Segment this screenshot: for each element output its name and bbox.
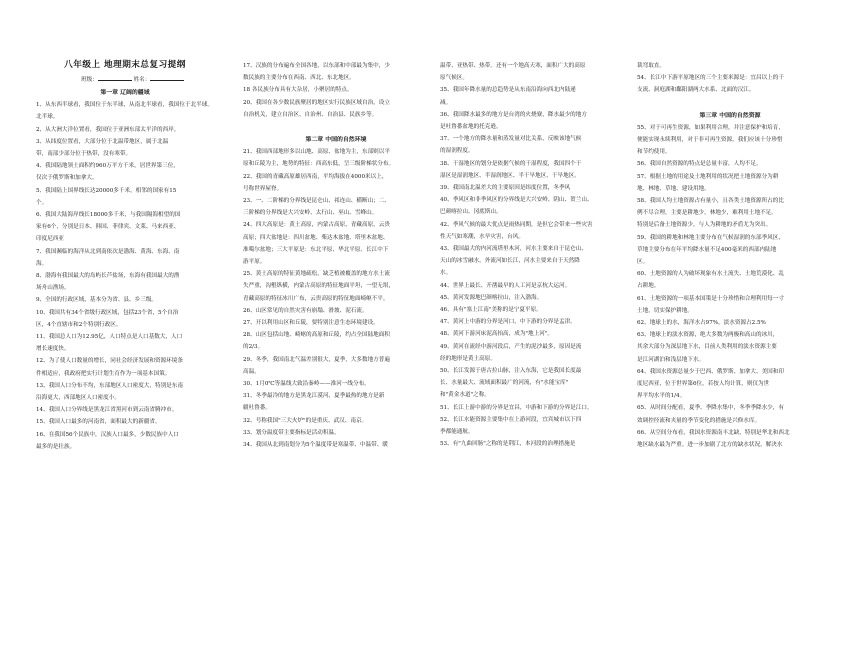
outline-line: 15、我国人口最多的河南省，面积最大的新疆省。 — [36, 419, 161, 426]
outline-line: 北半球。 — [36, 114, 59, 121]
outline-line: 青藏高原的特征冰川广布，云贵高原的特征地面崎岖不平。 — [243, 295, 389, 302]
outline-line: 14、我国人口分界线是黑龙江省黑河市到云南省腾冲市。 — [36, 407, 178, 414]
outline-line: 性天气如寒潮，水旱灾害，台风。 — [440, 233, 524, 240]
outline-line: 的2/3。 — [243, 344, 264, 351]
outline-line: 最多的是壮族。 — [36, 443, 76, 450]
outline-line: 原和丘陵为主，地势的特征：西高东低，呈三级阶梯状分布。 — [243, 161, 395, 168]
outline-line: 沿海更大，西部地区人口密度小。 — [36, 395, 120, 402]
class-name-row — [36, 74, 214, 86]
outline-line: 35、我国年降水量的总趋势是从东南沿海向西北内陆递 — [440, 87, 576, 94]
outline-line: 号称世界屋脊。 — [243, 185, 283, 192]
outline-line: 46、具有"塞上江南"美称的是宁夏平原。 — [440, 307, 542, 314]
outline-line: 16、在我国56个民族中，汉族人口最多，少数民族中人口 — [36, 431, 179, 438]
outline-line: 的湿润程度。 — [440, 148, 474, 155]
outline-line: 是江河湖泊和浅层地下水。 — [637, 356, 705, 363]
outline-line: 50、长江发源于唐古拉山脉，注入东海，它是我国长度最 — [440, 368, 582, 375]
outline-line: 34、我国从北到南划分为5个温度带是寒温带、中温带、暖 — [243, 442, 388, 449]
outline-line: 57、根据土地的用途及土地利用的状况把土地资源分为耕 — [637, 173, 779, 180]
outline-line: 场舟山渔场。 — [36, 285, 70, 292]
outline-line: 22、我国的青藏高原雄居西南，平均海拔在4000米以上， — [243, 173, 388, 180]
column-4 — [637, 60, 823, 657]
outline-line: 59、我国的耕地和林地主要分布在气候湿润的东部季风区， — [637, 234, 784, 241]
outline-line: 带，南部少部分位于热带，没有寒带。 — [36, 151, 132, 158]
outline-line: 37、一个地方的降水量和蒸发量对比关系，反映该地气候 — [440, 136, 582, 143]
outline-line: 便能实现永续利用，对于非可再生资源，我们应该十分珍惜 — [637, 137, 783, 144]
outline-line: 游平原。 — [243, 259, 266, 266]
outline-line: 家有6个，分别是日本、韩国、菲律宾、文莱、马来西亚、 — [36, 224, 180, 231]
outline-line: 是吐鲁番盆地的托克逊。 — [440, 124, 502, 131]
outline-line: 65、从时间分配看，夏季、季降水集中，冬季季降水少，有 — [637, 405, 784, 412]
outline-line: 24、四大高原是：黄土高原，内蒙古高原，青藏高原，云贵 — [243, 222, 390, 229]
outline-line: 26、山区常见的自然灾害有崩塌、滑坡、泥石流。 — [243, 307, 368, 314]
outline-line: 60、土地资源的人为破坏现象有水土流失、土地荒漠化、乱 — [637, 271, 784, 278]
outline-line: 数民族的主要分布在西南、西北、东北地区。 — [243, 75, 355, 82]
outline-line: 2、从大洲大洋位置看，我国位于亚洲东部太平洋的西岸。 — [36, 126, 180, 133]
outline-line: 32、号称我国"三大火炉"的是重庆、武汉、南京。 — [243, 417, 368, 424]
outline-line: 12、为了使人口数量的增长，同社会经济发展和资源环境条 — [36, 358, 183, 365]
outline-line: 56、我国自然资源的特点是总量丰富，人均不足。 — [637, 161, 762, 168]
outline-line: 27、开以利用山区和丘陵，要特别注意生态环境建设。 — [243, 320, 379, 327]
outline-line: 58、我国人均土地资源占有量小，且各类土地资源所占的比 — [637, 198, 784, 205]
outline-line: 例不尽合理，主要是耕地少，林地少，难利用土地不足。 — [637, 210, 777, 217]
outline-line: 54、长江中下游平原地区的三个主要米源是：宜昌以上的干 — [637, 75, 784, 82]
outline-line: 6、我国大陆海岸线长18000多千米，与我国隔海相望的国 — [36, 212, 181, 219]
outline-line: 29、冬季，我国南北气温差别很大，夏季，大多数地方普遍 — [243, 356, 390, 363]
outline-line: 25、黄土高原的特征黄地疏松，缺乏植被覆盖的地方水土流 — [243, 271, 390, 278]
outline-line — [637, 97, 823, 109]
outline-line: 66、从空间分布看，我国水资源南丰北缺，特别是华北和西北 — [637, 429, 790, 436]
outline-line: 31、冬季最冷的地方是黑龙江漠河，夏季最热的地方是新 — [243, 393, 385, 400]
outline-line: 63、地球上的淡水资源，绝大多数为两极和高山的冰川， — [637, 332, 779, 339]
outline-line: 水。 — [440, 270, 452, 277]
outline-line: 裁弯取直。 — [637, 63, 665, 69]
outline-line: 原气候区。 — [440, 75, 468, 82]
outline-line: 7、我国濒临的海洋从北到南依次是渤海、黄海、东海、南 — [36, 248, 180, 255]
outline-line: 自治机关，建立自治区、自治州、自治县、民族乡等。 — [243, 111, 378, 118]
outline-line: 占耕地。 — [637, 283, 660, 290]
outline-line: 其余大部分为深层地下水，目前人类利用的淡水资源主要 — [637, 344, 777, 351]
outline-line: 失严重，沟壑纵横，内蒙古高原的特征地面平坦，一望无垠， — [243, 283, 395, 290]
outline-line: 40、季风区和非季风区的分界线是大兴安岭、阴山、贺兰山、 — [440, 197, 593, 204]
outline-line: 界平均水平的1/4。 — [637, 393, 686, 400]
outline-line: 11、我国总人口为12.95亿，人口特点是人口基数大，人口 — [36, 334, 183, 341]
column-3 — [440, 60, 626, 657]
outline-line: 3、从纬度位置看，大部分位于北温带地区，属于北温 — [36, 138, 169, 145]
outline-line: 10、我国共有34个省级行政区域，包括23个省，5个自治 — [36, 309, 179, 316]
outline-line: 经的地形是黄土高原。 — [440, 355, 496, 362]
outline-line: 印度尼西亚 — [36, 236, 64, 243]
outline-line: 55、对于可再生资源，如果利用合理，并注意保护和培育， — [637, 124, 784, 131]
outline-line: 高原；四大盆地是：四川盆地、柴达木盆地、塔里木盆地、 — [243, 234, 389, 241]
outline-line: 43、我国最大的内河流塔里木河，河水主要来自于昆仑山、 — [440, 246, 587, 253]
outline-line: 季都能通航。 — [440, 429, 474, 436]
outline-line: 天山的冰雪融水，外流河如长江，河水主要来自于天然降 — [440, 258, 580, 265]
outline-line: 仅次于俄罗斯和加拿大。 — [36, 175, 98, 182]
outline-line: 和节约使用。 — [637, 149, 671, 156]
outline-line: 温带、亚热带、热带。还有一个地高天寒，面积广大的高原 — [440, 63, 586, 69]
outline-line: 湿区是湿润地区、半湿润地区、半干旱地区、干旱地区。 — [440, 172, 580, 179]
document-title: 八年级上 地理期末总复习提纲 — [64, 60, 186, 70]
outline-line: 准噶尔盆地；三大平原是：东北平原、华北平原、长江中下 — [243, 246, 389, 253]
outline-line: 个。 — [36, 199, 48, 206]
outline-line: 53、有"九曲回肠"之称的是荆江，本河段的治理措施是 — [440, 441, 576, 448]
outline-line: 地区缺水最为严重。进一步加剧了北方的缺水状况，解决水 — [637, 442, 783, 449]
outline-line: 地、林地、草地、建设用地。 — [637, 185, 710, 192]
outline-line: 49、黄河在流经中游河段后，产生的泥沙最多，原因是流 — [440, 343, 582, 350]
outline-line: 20、我国在各少数民族聚居的地区实行民族区域自治，设立 — [243, 99, 390, 106]
outline-line: 高温。 — [243, 368, 260, 375]
chapter-heading: 第一章 辽阔的疆域 — [100, 89, 150, 97]
outline-line: 28、山区包括山地、崎岖的高原和丘陵，约占全国陆地面积 — [243, 332, 390, 339]
outline-line: 度尼西亚，位于世界第6位，若按人均计算，则仅为世 — [637, 381, 770, 388]
outline-line: 长、水量最大、流域面积最广的河流，有"水能宝库" — [440, 380, 569, 387]
outline-line: 51、长江上游中游的分界是宜昌，中游和下游的分界是江口。 — [440, 404, 593, 411]
outline-line: 和"黄金水道"之称。 — [440, 392, 490, 399]
outline-line: 42、季风气候的最大优点是雨热同期，是但它会带来一些灾害 — [440, 221, 593, 228]
name-label: 姓名： — [133, 77, 151, 83]
outline-line: 48、黄河下游河床泥高抬高，成为"地上河"。 — [440, 331, 553, 338]
outline-line: 三阶梯的分界线是大兴安岭、太行山、巫山、雪峰山。 — [243, 210, 378, 217]
outline-line: 18 各民族分布具有大杂居，小聚居的特点。 — [243, 87, 353, 94]
outline-line: 30、1月0℃等温线大致沿秦岭——淮河一线分布。 — [243, 381, 370, 388]
outline-line: 疆吐鲁番。 — [243, 405, 271, 412]
outline-line: 61、土地资源的一项基本国策是十分珍惜和合理利用每一寸 — [637, 295, 784, 302]
outline-line: 效调控径流和夹量的季节变化的措施是兴修水库。 — [637, 417, 761, 424]
outline-line: 草地主要分布在年平均降水量不足400毫米的西部内陆地 — [637, 246, 777, 253]
outline-line: 47、黄河上中游的分界是河口，中下游的分界是孟津。 — [440, 319, 576, 326]
outline-line: 21、我国西部地形多以山地、高原、盆地为主，东部则以平 — [243, 149, 390, 156]
outline-line: 1、从东西半球看，我国位于东半球，从南北半球看，我国位于北半球。 — [36, 102, 213, 109]
outline-line: 17、汉族的分布遍布全国各地，以东部和中部最为集中，少 — [243, 63, 390, 69]
outline-line: 64、我国水资源总量少于巴西、俄罗斯、加拿大、美国和印 — [637, 368, 784, 375]
outline-line: 23、一、二阶梯的分界线是昆仑山、祁连山、横断山；二、 — [243, 198, 390, 205]
outline-line: 海。 — [36, 260, 48, 267]
outline-line: 52、长江水能资源主要集中在上游河段，宜宾城市以下四 — [440, 416, 582, 423]
outline-line: 33、划分温度带主要指标是活动积温。 — [243, 429, 340, 436]
column-2 — [243, 60, 429, 657]
outline-line: 件相适应，我政府把实行计划生育作为一项基本国策。 — [36, 370, 171, 377]
class-blank — [98, 80, 132, 81]
outline-line: 62、地球上的水，海洋水占97%，淡水资源占2.5% — [637, 320, 766, 327]
outline-line: 45、黄河发源地巴颜喀拉山，注入渤海。 — [440, 294, 543, 301]
outline-line: 4、我国陆地领土面积约960万平方千米，居世界第三位， — [36, 163, 179, 170]
outline-line: 38、干湿地区的划分是依据气候的干湿程度，我国四个干 — [440, 160, 582, 167]
outline-line: 39、我国南北温差大的主要原因是纬度位置，冬季风 — [440, 185, 571, 192]
outline-line: 特别是后备土地资源少，与人为耕地的矛盾尤为突出。 — [637, 222, 772, 229]
outline-line: 9、全国的行政区域，基本分为省、县、乡三级。 — [36, 297, 158, 304]
outline-line: 36、我国降水最多的地方是台湾的火烧寮，降水最少的地方 — [440, 111, 587, 118]
outline-line: 土地，切实保护耕地。 — [637, 307, 693, 314]
class-label: 班级： — [81, 77, 98, 83]
outline-line — [243, 121, 429, 133]
outline-line: 8、渤海有我国最大的岛屿长芦盐场，东海有我国最大的渔 — [36, 273, 180, 280]
outline-line: 减。 — [440, 99, 452, 106]
name-blank — [150, 80, 184, 81]
column-1 — [36, 74, 214, 671]
outline-line: 区。 — [637, 259, 649, 266]
outline-line: 增长速度快。 — [36, 346, 70, 353]
outline-line: 44、世界上最长、开凿最早的人工河是京杭大运河。 — [440, 282, 571, 289]
outline-line: 巴颜喀拉山、冈底斯山。 — [440, 209, 502, 216]
outline-line: 5、我国陆上国界线长达20000多千米，相邻的国家有15 — [36, 187, 177, 194]
outline-line: 13、我国人口分布不均，东部地区人口密度大，特别是东南 — [36, 382, 183, 389]
outline-line: 区，4个直辖市和2个特别行政区。 — [36, 321, 122, 328]
outline-line: 支流、洞庭湖和鄱阳湖两大水系、北面的汉江。 — [637, 87, 755, 94]
chapter-heading: 第二章 中国的自然环境 — [305, 136, 367, 144]
chapter-heading: 第三章 中国的自然资源 — [699, 111, 761, 119]
